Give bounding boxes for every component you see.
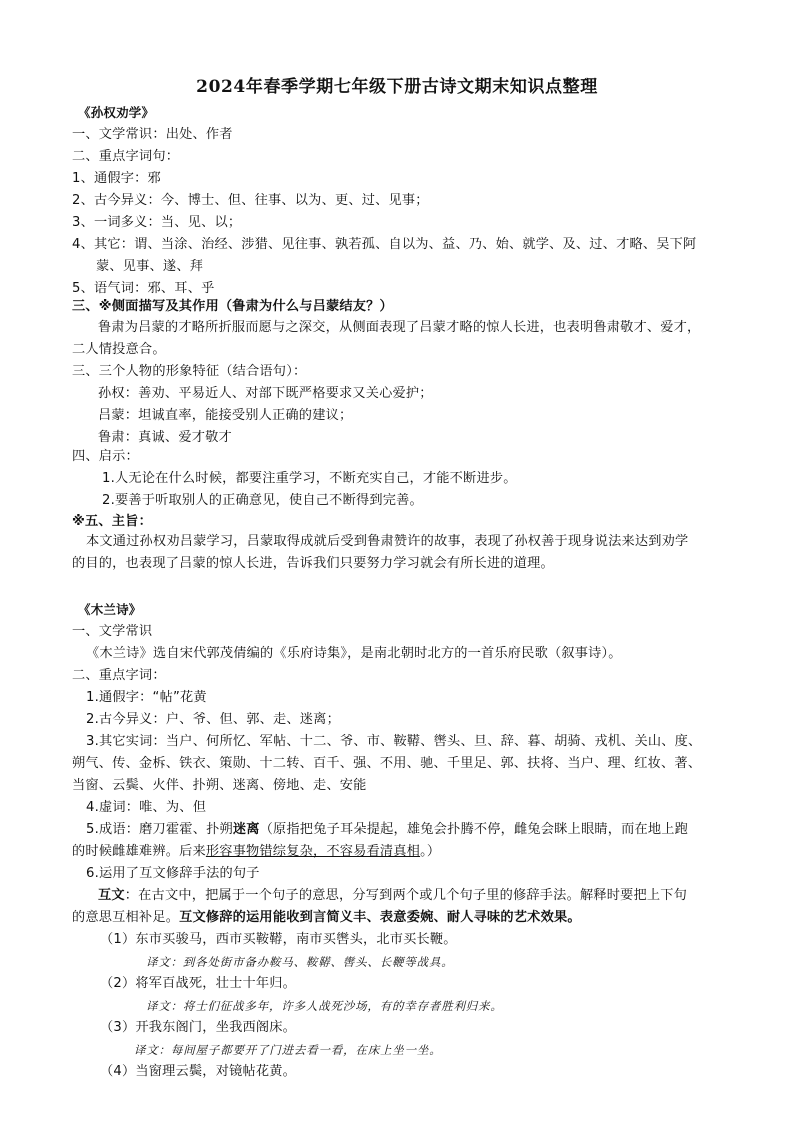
text-line: 1、通假字：邪 xyxy=(72,171,161,186)
translation-line: 译文：每间屋子都要开了门进去看一看，在床上坐一坐。 xyxy=(134,1043,442,1057)
translation-line: 译文：将士们征战多年，许多人战死沙场，有的幸存者胜利归来。 xyxy=(146,999,503,1013)
text-span: （原指把兔子耳朵提起，雄兔会扑腾不停，雌兔会眯上眼睛，而在地上跑 xyxy=(259,822,689,837)
text-line: 2.古今异义：户、爷、但、郭、走、迷离； xyxy=(86,712,340,727)
text-line: 4.虚词：唯、为、但 xyxy=(86,800,207,815)
text-span-bold: 互文 xyxy=(98,888,125,903)
text-line: 二、重点字词句： xyxy=(72,149,180,164)
text-line xyxy=(98,886,687,906)
section-heading-sunquan: 《孙权劝学》 xyxy=(78,105,155,120)
text-span: 。） xyxy=(420,844,441,859)
text-line xyxy=(72,842,440,862)
document-title: 2024年春季学期七年级下册古诗文期末知识点整理 xyxy=(196,77,598,97)
example-line: （1）东市买骏马，西市买鞍鞯，南市买辔头，北市买长鞭。 xyxy=(100,932,457,947)
text-line xyxy=(86,820,688,840)
example-line: （2）将军百战死，壮士十年归。 xyxy=(100,976,297,991)
text-line: 1.通假字：“帖”花黄 xyxy=(86,690,207,705)
text-line: 1.人无论在什么时候，都要注重学习，不断充实自己，才能不断进步。 xyxy=(102,471,517,486)
text-line: 三、三个人物的形象特征（结合语句）： xyxy=(72,364,307,379)
text-line: 3.其它实词：当户、何所忆、军帖、十二、爷、市、鞍鞯、辔头、旦、辞、暮、胡骑、戎机、关山、度、 xyxy=(86,734,702,749)
text-line: 鲁肃为吕蒙的才略所折服而愿与之深交，从侧面表现了吕蒙才略的惊人长进，也表明鲁肃敬才、爱才， xyxy=(98,320,701,335)
text-line: 一、文学常识：出处、作者 xyxy=(72,127,233,142)
text-line: 2.要善于听取别人的正确意见，使自己不断得到完善。 xyxy=(102,493,423,508)
text-line: 4、其它：谓、当涂、治经、涉猎、见往事、孰若孤、自以为、益、乃、始、就学、及、过、才略、吴下阿 xyxy=(72,237,697,252)
text-line: 二、重点字词： xyxy=(72,668,166,683)
text-span: ：在古文中，把属于一个句子的意思，分写到两个或几个句子里的修辞手法。解释时要把上下句 xyxy=(124,888,688,903)
translation-line: 译文：到各处街市备办鞍马、鞍鞯、辔头、长鞭等战具。 xyxy=(146,955,454,969)
text-line: 朔气、传、金柝、铁衣、策勋、十二转、百千、强、不用、驰、千里足、郭、扶将、当户、理、红妆、著、 xyxy=(72,756,702,771)
example-line: （4）当窗理云鬓，对镜帖花黄。 xyxy=(100,1064,297,1079)
text-line: 二人情投意合。 xyxy=(72,342,166,357)
text-line: 本文通过孙权劝吕蒙学习，吕蒙取得成就后受到鲁肃赞许的故事，表现了孙权善于现身说法来达到劝学 xyxy=(86,534,689,549)
text-line: 鲁肃：真诚、爱才敬才 xyxy=(98,430,232,445)
text-line: ※五、主旨： xyxy=(72,514,152,529)
text-span: 的意思互相补足。 xyxy=(72,910,180,925)
text-span-bold: 互文修辞的运用能收到言简义丰、表意委婉、耐人寻味的艺术效果。 xyxy=(179,910,581,925)
text-line: 5、语气词：邪、耳、乎 xyxy=(72,281,215,296)
text-span-bold: 迷离 xyxy=(232,822,260,837)
text-span: 5.成语：磨刀霍霍、扑朔 xyxy=(86,822,233,837)
text-line: 三、※侧面描写及其作用（鲁肃为什么与吕蒙结友？） xyxy=(72,299,393,314)
text-line: 《木兰诗》选自宋代郭茂倩编的《乐府诗集》，是南北朝时北方的一首乐府民歌（叙事诗）。 xyxy=(86,646,622,661)
text-span-underlined: 形容事物错综复杂，不容易看清真相 xyxy=(205,844,421,859)
text-line: 吕蒙：坦诚直率，能接受别人正确的建议； xyxy=(98,408,353,423)
text-line: 当窗、云鬓、火伴、扑朔、迷离、傍地、走、安能 xyxy=(72,778,367,793)
text-line: 蒙、见事、遂、拜 xyxy=(96,259,204,274)
text-line: 一、文学常识 xyxy=(72,624,153,639)
text-line: 6.运用了互文修辞手法的句子 xyxy=(86,866,260,881)
text-line: 的目的，也表现了吕蒙的惊人长进，告诉我们只要努力学习就会有所长进的道理。 xyxy=(72,556,554,571)
section-heading-mulan: 《木兰诗》 xyxy=(78,602,142,617)
text-span: 的时候雌雄难辨。后来 xyxy=(72,844,206,859)
text-line: 四、启示： xyxy=(72,449,139,464)
text-line: 2、古今异义：今、博士、但、往事、以为、更、过、见事； xyxy=(72,193,429,208)
text-line: 3、一词多义：当、见、以； xyxy=(72,215,242,230)
text-line xyxy=(72,908,581,928)
example-line: （3）开我东阁门，坐我西阁床。 xyxy=(100,1020,297,1035)
text-line: 孙权：善劝、平易近人、对部下既严格要求又关心爱护； xyxy=(98,386,433,401)
